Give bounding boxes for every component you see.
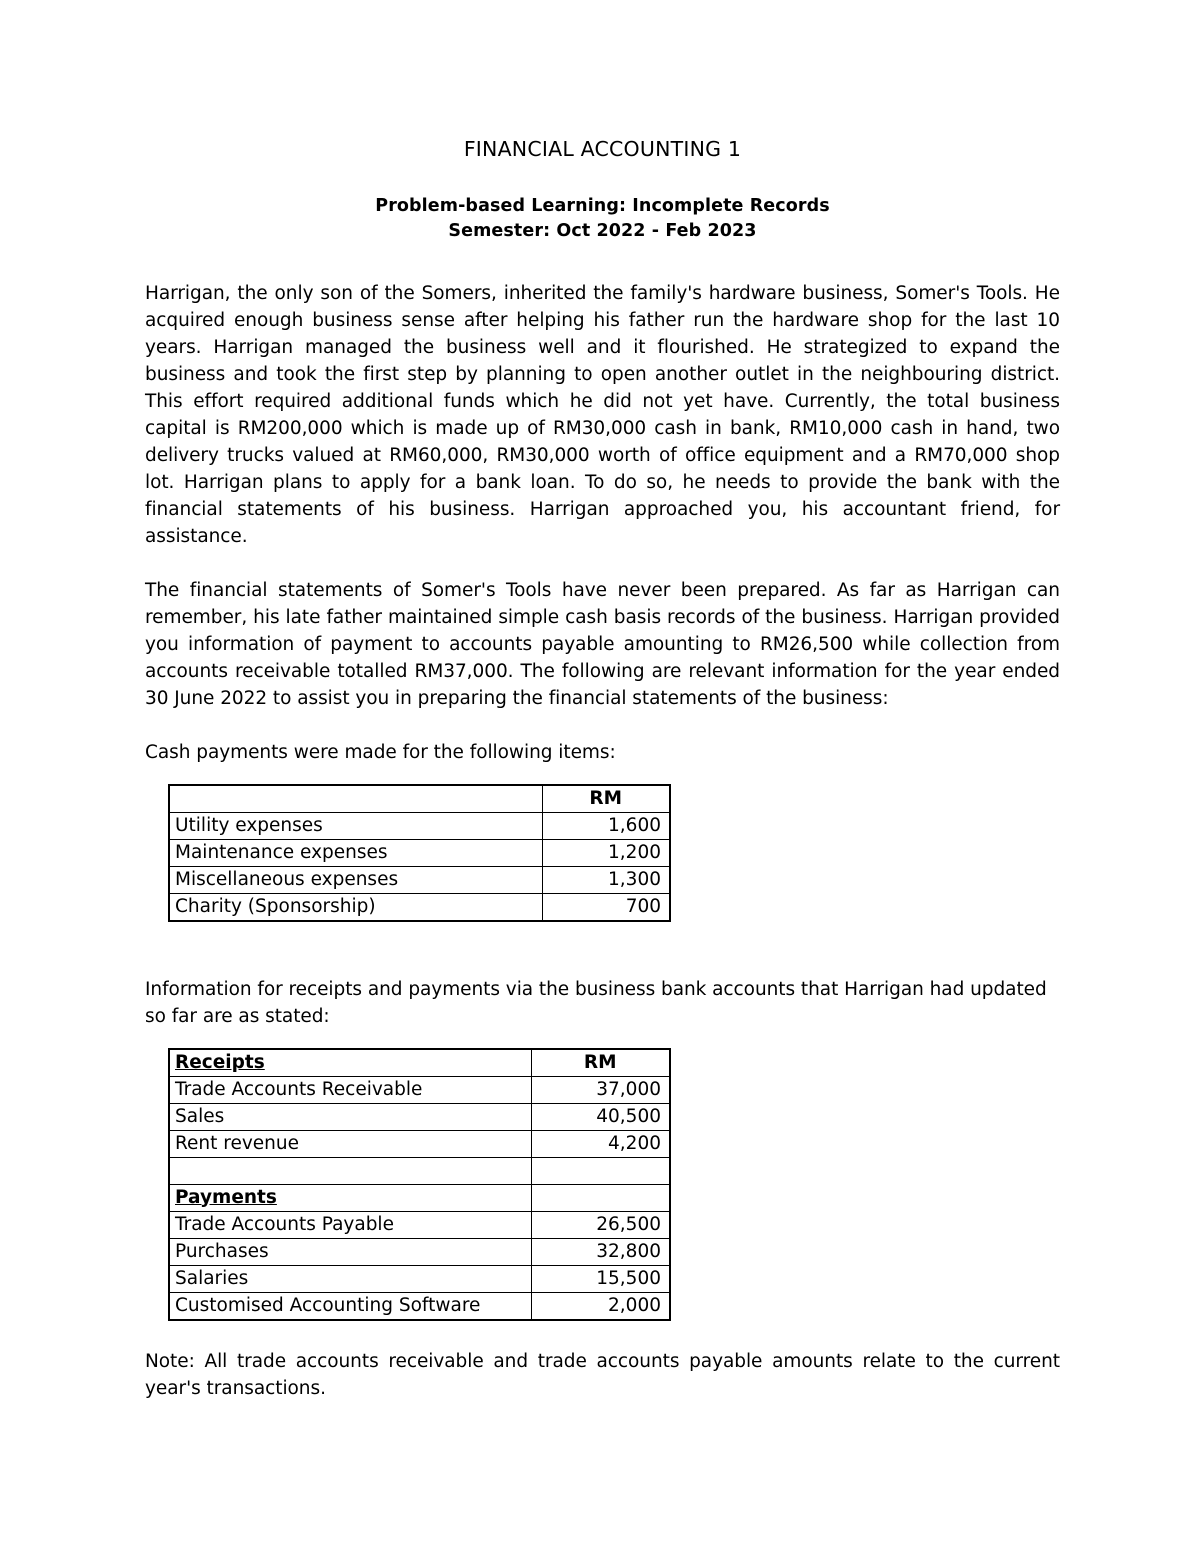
paragraph-background: The financial statements of Somer's Tools have never been prepared. As far as Harrigan can remember, his late father maintained simple cash basis records of the business. Harrigan provided you information of payment to accounts payable amounting to RM26,500 while collection from accounts receivable totalled RM37,000. The following are relevant information for the year ended 30 June 2022 to assist you in preparing the financial statements of the business: xyxy=(145,580,1060,709)
page-title: FINANCIAL ACCOUNTING 1 xyxy=(463,137,742,161)
bank-table-wrapper xyxy=(168,1048,1060,1321)
cash-row-label: Maintenance expenses xyxy=(169,840,542,867)
table-row xyxy=(169,813,670,840)
payment-row-label: Customised Accounting Software xyxy=(169,1293,531,1321)
cash-row-amount: 1,200 xyxy=(542,840,670,867)
spacer xyxy=(145,1030,1060,1048)
table-section-row xyxy=(169,1185,670,1212)
paragraph-note: Note: All trade accounts receivable and trade accounts payable amounts relate to the current year's transactions. xyxy=(145,1351,1060,1399)
spacer-cell-amount xyxy=(531,1158,670,1185)
spacer-cell-label xyxy=(169,1158,531,1185)
cash-row-amount: 700 xyxy=(542,894,670,922)
table-row xyxy=(169,840,670,867)
cash-row-amount: 1,300 xyxy=(542,867,670,894)
document-subtitle xyxy=(145,194,1060,244)
cash-row-label: Charity (Sponsorship) xyxy=(169,894,542,922)
table-row xyxy=(169,1212,670,1239)
subtitle-topic: Problem-based Learning: Incomplete Records xyxy=(375,196,830,216)
cash-row-amount: 1,600 xyxy=(542,813,670,840)
table-header-row xyxy=(169,785,670,813)
table-row xyxy=(169,1131,670,1158)
table-row xyxy=(169,1239,670,1266)
table-row xyxy=(169,867,670,894)
table-row xyxy=(169,1104,670,1131)
bank-header-amount: RM xyxy=(531,1049,670,1077)
spacer xyxy=(145,766,1060,784)
payment-row-label: Trade Accounts Payable xyxy=(169,1212,531,1239)
receipts-section-header: Receipts xyxy=(169,1049,531,1077)
payment-row-amount: 2,000 xyxy=(531,1293,670,1321)
spacer xyxy=(145,958,1060,976)
table-row xyxy=(169,1293,670,1321)
table-spacer-row xyxy=(169,1158,670,1185)
subtitle-semester: Semester: Oct 2022 - Feb 2023 xyxy=(448,221,757,241)
cash-header-amount: RM xyxy=(542,785,670,813)
cash-row-label: Utility expenses xyxy=(169,813,542,840)
cash-header-label xyxy=(169,785,542,813)
receipt-row-label: Trade Accounts Receivable xyxy=(169,1077,531,1104)
table-row xyxy=(169,894,670,922)
payment-row-amount: 32,800 xyxy=(531,1239,670,1266)
payments-section-header: Payments xyxy=(169,1185,531,1212)
spacer xyxy=(145,244,1060,280)
table-row xyxy=(169,1266,670,1293)
payment-row-amount: 26,500 xyxy=(531,1212,670,1239)
table-row xyxy=(169,1077,670,1104)
paragraph-intro: Harrigan, the only son of the Somers, inherited the family's hardware business, Somer's Tools. He acquired enough business sense after helping his father run the hardware shop for the last 10 years. Harrigan managed the business well and it flourished. He strategized to expand the business and took the first step by planning to open another outlet in the neighbouring district. This effort required additional funds which he did not yet have. Currently, the total business capital is RM200,000 which is made up of RM30,000 cash in bank, RM10,000 cash in hand, two delivery trucks valued at RM60,000, RM30,000 worth of office equipment and a RM70,000 shop lot. Harrigan plans to apply for a bank loan. To do so, he needs to provide the bank with the financial statements of his business. Harrigan approached you, his accountant friend, for assistance. xyxy=(145,283,1060,547)
receipt-row-amount: 37,000 xyxy=(531,1077,670,1104)
payment-row-label: Purchases xyxy=(169,1239,531,1266)
spacer xyxy=(145,1321,1060,1348)
cash-payments-table xyxy=(168,784,671,922)
table-header-row xyxy=(169,1049,670,1077)
spacer xyxy=(145,922,1060,958)
payment-row-label: Salaries xyxy=(169,1266,531,1293)
bank-receipts-payments-table xyxy=(168,1048,671,1321)
spacer xyxy=(145,550,1060,577)
receipt-row-amount: 4,200 xyxy=(531,1131,670,1158)
receipt-row-label: Sales xyxy=(169,1104,531,1131)
document-content xyxy=(145,136,1060,1402)
receipt-row-amount: 40,500 xyxy=(531,1104,670,1131)
payments-section-amount xyxy=(531,1185,670,1212)
receipt-row-label: Rent revenue xyxy=(169,1131,531,1158)
payment-row-amount: 15,500 xyxy=(531,1266,670,1293)
cash-row-label: Miscellaneous expenses xyxy=(169,867,542,894)
paragraph-cash-payments-lead: Cash payments were made for the following items: xyxy=(145,742,616,763)
cash-payments-table-wrapper xyxy=(168,784,1060,922)
paragraph-bank-lead: Information for receipts and payments via the business bank accounts that Harrigan had updated so far are as stated: xyxy=(145,979,1047,1027)
spacer xyxy=(145,712,1060,739)
